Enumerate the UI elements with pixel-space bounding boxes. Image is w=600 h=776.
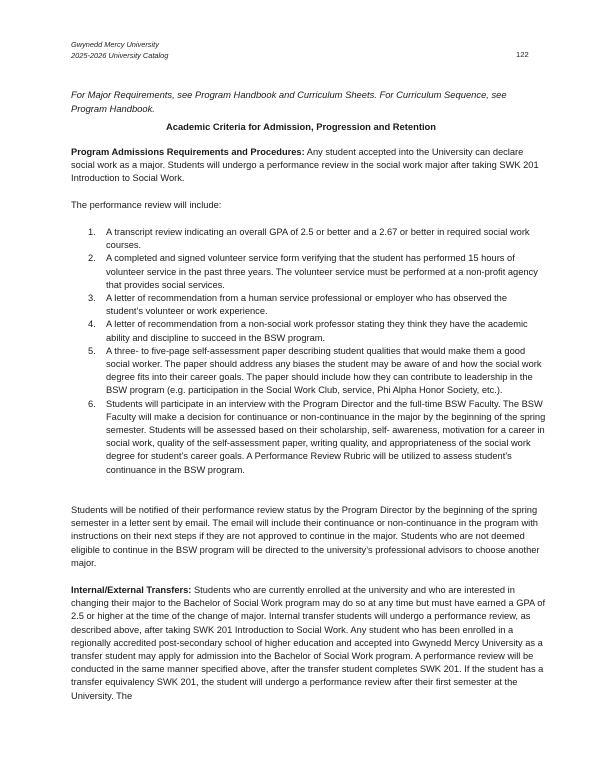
transfers-label: Internal/External Transfers:: [71, 585, 192, 595]
list-number: 2.: [88, 253, 96, 264]
review-list: [71, 226, 546, 477]
list-number: 1.: [88, 227, 96, 237]
list-text: A letter of recommendation from a non-social work professor stating they think they have the academic ability and discipline to succeed in the BSW program.: [106, 319, 528, 343]
list-text: A letter of recommendation from a human service professional or employer who has observed the student’s volunteer or work experience.: [106, 293, 508, 317]
review-list-container: [71, 226, 546, 477]
list-item: [71, 318, 546, 344]
institution-name: Gwynedd Mercy University: [71, 40, 159, 49]
section-heading: Academic Criteria for Admission, Progression and Retention: [165, 121, 437, 132]
page-number: 122: [516, 50, 529, 59]
list-text: A completed and signed volunteer service form verifying that the student has performed 15 hours of volunteer service in the past three years. The volunteer service must be performed at a non-profit agency that provides social services.: [106, 253, 538, 290]
admissions-label: Program Admissions Requirements and Procedures:: [71, 147, 305, 157]
review-intro: The performance review will include:: [71, 200, 222, 210]
transfers-text: Students who are currently enrolled at the university and who are interested in changing their major to the Bachelor of Social Work program may do so at any time but must have earned a GPA of 2.5 or higher at the time of the change of major. Internal transfer students will undergo a performance review, as described above, after taking SWK 201 Introduction to Social Work. Any student who has been enrolled in a regionally accredited post-secondary school of higher education and accepted into Gwynedd Mercy University as a transfer student may apply for admission into the Bachelor of Social Work program. A performance review will be conducted in the same manner specified above, after the transfer student completes SWK 201. If the student has a transfer equivalency SWK 201, the student will undergo a performance review after their first semester at the University. The: [71, 585, 546, 701]
list-text: A three- to five-page self-assessment paper describing student qualities that would make them a good social worker. The paper should address any biases the student may be aware of and how the social work degree fits into their career goals. The paper should include how they can contribute to leadership in the BSW program (e.g. participation in the Social Work Club, service, Phi Alpha Honor Society, etc.).: [106, 345, 542, 396]
admissions-text: Any student accepted into the University can declare social work as a major. Students will undergo a performance review in the social work major after taking SWK 201 Introduction to Social Work.: [71, 147, 539, 184]
intro-note: For Major Requirements, see Program Handbook and Curriculum Sheets. For Curriculum Sequence, see Program Handbook.: [71, 89, 507, 114]
running-header: [71, 39, 168, 61]
list-number: 6.: [88, 398, 96, 409]
list-item: [71, 292, 546, 318]
list-item: [71, 252, 546, 292]
list-item: [71, 398, 546, 477]
notification-paragraph: Students will be notified of their performance review status by the Program Director by the beginning of the spring semester in a letter sent by email. The email will include their continuance or non-continuance in the program with instructions on their next steps if they are not approved to continue in the major. Students who are not deemed eligible to continue in the BSW program will be directed to the university’s professional advisors to choose another major.: [71, 505, 540, 568]
list-item: [71, 226, 546, 252]
list-number: 5.: [88, 345, 96, 356]
catalog-title: 2025-2026 University Catalog: [71, 51, 169, 60]
list-number: 4.: [88, 319, 96, 330]
list-text: A transcript review indicating an overall GPA of 2.5 or better and a 2.67 or better in required social work courses.: [106, 227, 530, 251]
list-text: Students will participate in an interview with the Program Director and the full-time BSW Faculty. The BSW Faculty will make a decision for continuance or non-continuance in the major by the beginning of the spring semester. Students will be assessed based on their scholarship, self- awareness, motivation for a career in social work, quality of the self-assessment paper, writing quality, and appropriateness of the social work degree for student’s career goals. A Performance Review Rubric will be utilized to assess student’s continuance in the BSW program.: [106, 398, 546, 475]
list-number: 3.: [88, 293, 96, 304]
list-item: [71, 345, 546, 398]
admissions-paragraph: [71, 146, 546, 186]
transfers-paragraph: [71, 584, 546, 703]
